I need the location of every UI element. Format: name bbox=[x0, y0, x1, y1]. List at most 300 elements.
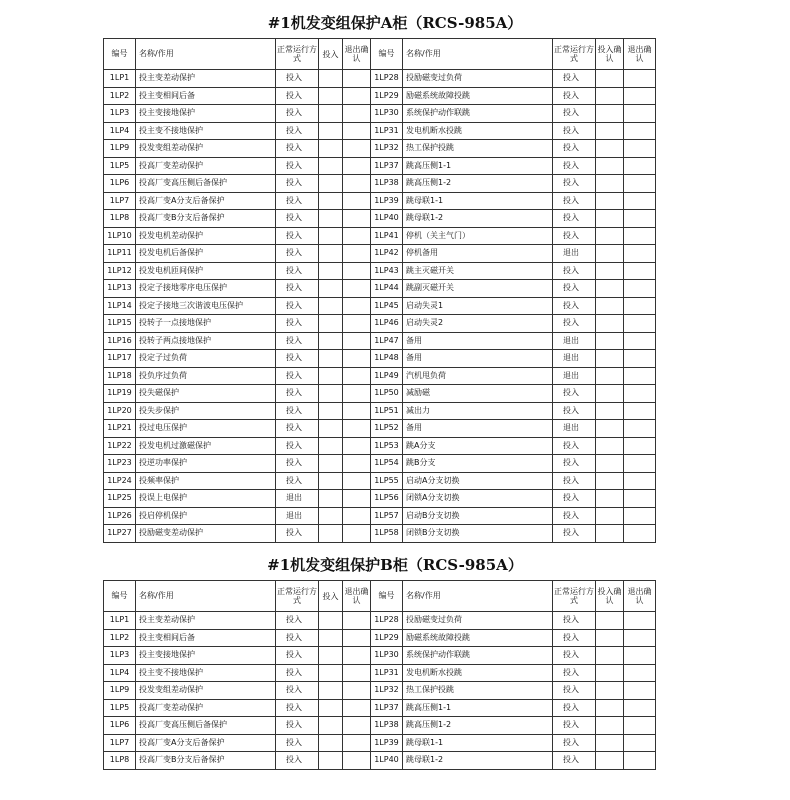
cell-put-in-confirm-2 bbox=[596, 122, 624, 140]
cell-mode-2: 投入 bbox=[553, 210, 596, 228]
cell-exit-confirm bbox=[343, 612, 371, 630]
cell-exit-confirm-2 bbox=[624, 402, 656, 420]
cell-exit-confirm-2 bbox=[624, 472, 656, 490]
cell-put-in bbox=[319, 227, 343, 245]
cell-exit-confirm-2 bbox=[624, 490, 656, 508]
cell-name: 投发变组差动保护 bbox=[136, 140, 276, 158]
cell-mode: 投入 bbox=[276, 647, 319, 665]
cell-put-in bbox=[319, 210, 343, 228]
cell-no: 1LP27 bbox=[104, 525, 136, 543]
cell-name: 投误上电保护 bbox=[136, 490, 276, 508]
table-row bbox=[104, 367, 656, 385]
cell-exit-confirm-2 bbox=[624, 437, 656, 455]
cell-no-2: 1LP49 bbox=[371, 367, 403, 385]
cell-name-2: 跳高压侧1-2 bbox=[403, 717, 553, 735]
header-mode-2: 正常运行方式 bbox=[553, 581, 596, 612]
cell-name-2: 启动A分支切换 bbox=[403, 472, 553, 490]
cell-mode-2: 投入 bbox=[553, 734, 596, 752]
header-mode: 正常运行方式 bbox=[276, 581, 319, 612]
cell-exit-confirm bbox=[343, 297, 371, 315]
cell-name-2: 跳主灭磁开关 bbox=[403, 262, 553, 280]
cell-mode: 退出 bbox=[276, 507, 319, 525]
cell-no-2: 1LP30 bbox=[371, 647, 403, 665]
cell-mode: 投入 bbox=[276, 280, 319, 298]
table-row bbox=[104, 664, 656, 682]
cell-name: 投高厂变高压侧后备保护 bbox=[136, 717, 276, 735]
cell-exit-confirm-2 bbox=[624, 664, 656, 682]
cell-name: 投发电机过激磁保护 bbox=[136, 437, 276, 455]
cell-put-in-confirm-2 bbox=[596, 175, 624, 193]
cell-mode: 投入 bbox=[276, 210, 319, 228]
cell-put-in bbox=[319, 647, 343, 665]
cell-mode-2: 投入 bbox=[553, 402, 596, 420]
cell-put-in-confirm-2 bbox=[596, 297, 624, 315]
cell-mode-2: 投入 bbox=[553, 280, 596, 298]
table-row bbox=[104, 262, 656, 280]
cell-mode-2: 投入 bbox=[553, 192, 596, 210]
cell-name-2: 跳母联1-2 bbox=[403, 752, 553, 770]
cell-put-in-confirm-2 bbox=[596, 752, 624, 770]
table-row bbox=[104, 157, 656, 175]
cell-put-in bbox=[319, 490, 343, 508]
cell-no: 1LP15 bbox=[104, 315, 136, 333]
cell-no: 1LP7 bbox=[104, 734, 136, 752]
cell-exit-confirm bbox=[343, 420, 371, 438]
cell-no: 1LP24 bbox=[104, 472, 136, 490]
cell-name-2: 备用 bbox=[403, 332, 553, 350]
cell-mode-2: 退出 bbox=[553, 350, 596, 368]
cell-put-in-confirm-2 bbox=[596, 192, 624, 210]
cell-name: 投主变不接地保护 bbox=[136, 664, 276, 682]
cell-mode-2: 投入 bbox=[553, 315, 596, 333]
table-row bbox=[104, 682, 656, 700]
cell-put-in bbox=[319, 717, 343, 735]
cell-exit-confirm-2 bbox=[624, 157, 656, 175]
cell-name: 投主变差动保护 bbox=[136, 612, 276, 630]
cell-name-2: 跳母联1-1 bbox=[403, 734, 553, 752]
cell-mode-2: 退出 bbox=[553, 367, 596, 385]
cell-no-2: 1LP38 bbox=[371, 175, 403, 193]
cell-put-in bbox=[319, 350, 343, 368]
cell-mode-2: 退出 bbox=[553, 332, 596, 350]
table-b-title: #1机发变组保护B柜（RCS-985A） bbox=[267, 556, 523, 574]
cell-exit-confirm-2 bbox=[624, 629, 656, 647]
cell-exit-confirm bbox=[343, 227, 371, 245]
cell-exit-confirm bbox=[343, 455, 371, 473]
cell-put-in bbox=[319, 612, 343, 630]
cell-no-2: 1LP28 bbox=[371, 612, 403, 630]
cell-no-2: 1LP43 bbox=[371, 262, 403, 280]
cell-name-2: 闭锁A分支切换 bbox=[403, 490, 553, 508]
header-no-2: 编号 bbox=[371, 581, 403, 612]
cell-no: 1LP21 bbox=[104, 420, 136, 438]
cell-name: 投发电机后备保护 bbox=[136, 245, 276, 263]
cell-put-in-confirm-2 bbox=[596, 332, 624, 350]
cell-exit-confirm bbox=[343, 192, 371, 210]
cell-name: 投高厂变A分支后备保护 bbox=[136, 192, 276, 210]
cell-no-2: 1LP57 bbox=[371, 507, 403, 525]
cell-mode: 投入 bbox=[276, 420, 319, 438]
cell-mode: 投入 bbox=[276, 175, 319, 193]
table-row bbox=[104, 350, 656, 368]
header-no: 编号 bbox=[104, 581, 136, 612]
cell-no: 1LP3 bbox=[104, 647, 136, 665]
table-row bbox=[104, 717, 656, 735]
cell-no-2: 1LP58 bbox=[371, 525, 403, 543]
cell-no: 1LP5 bbox=[104, 699, 136, 717]
cell-put-in bbox=[319, 420, 343, 438]
cell-name: 投高厂变A分支后备保护 bbox=[136, 734, 276, 752]
cell-mode-2: 投入 bbox=[553, 682, 596, 700]
cell-mode: 投入 bbox=[276, 437, 319, 455]
cell-no: 1LP1 bbox=[104, 70, 136, 88]
cell-exit-confirm-2 bbox=[624, 752, 656, 770]
cell-put-in bbox=[319, 629, 343, 647]
cell-put-in-confirm-2 bbox=[596, 350, 624, 368]
cell-no-2: 1LP40 bbox=[371, 752, 403, 770]
cell-no-2: 1LP55 bbox=[371, 472, 403, 490]
cell-no: 1LP4 bbox=[104, 122, 136, 140]
cell-exit-confirm bbox=[343, 140, 371, 158]
cell-no: 1LP16 bbox=[104, 332, 136, 350]
cell-name: 投高厂变差动保护 bbox=[136, 157, 276, 175]
table-header-row bbox=[104, 581, 656, 612]
cell-name-2: 备用 bbox=[403, 350, 553, 368]
cell-put-in-confirm-2 bbox=[596, 664, 624, 682]
cell-no-2: 1LP31 bbox=[371, 122, 403, 140]
cell-mode: 投入 bbox=[276, 629, 319, 647]
cell-exit-confirm bbox=[343, 472, 371, 490]
cell-exit-confirm-2 bbox=[624, 192, 656, 210]
cell-mode: 投入 bbox=[276, 699, 319, 717]
cell-put-in-confirm-2 bbox=[596, 629, 624, 647]
cell-name-2: 备用 bbox=[403, 420, 553, 438]
cell-name-2: 跳母联1-1 bbox=[403, 192, 553, 210]
cell-mode-2: 投入 bbox=[553, 629, 596, 647]
cell-put-in-confirm-2 bbox=[596, 647, 624, 665]
cell-name-2: 励磁系统故障投跳 bbox=[403, 87, 553, 105]
cell-put-in bbox=[319, 315, 343, 333]
cell-name-2: 跳高压侧1-1 bbox=[403, 699, 553, 717]
cell-mode-2: 投入 bbox=[553, 385, 596, 403]
cell-no-2: 1LP41 bbox=[371, 227, 403, 245]
cell-exit-confirm bbox=[343, 262, 371, 280]
cell-put-in bbox=[319, 752, 343, 770]
cell-put-in bbox=[319, 140, 343, 158]
cell-name-2: 跳母联1-2 bbox=[403, 210, 553, 228]
cell-no: 1LP2 bbox=[104, 629, 136, 647]
table-row bbox=[104, 227, 656, 245]
cell-mode: 投入 bbox=[276, 297, 319, 315]
table-row bbox=[104, 629, 656, 647]
cell-no: 1LP26 bbox=[104, 507, 136, 525]
cell-no-2: 1LP54 bbox=[371, 455, 403, 473]
cell-no-2: 1LP39 bbox=[371, 734, 403, 752]
cell-mode-2: 投入 bbox=[553, 70, 596, 88]
cell-exit-confirm-2 bbox=[624, 315, 656, 333]
cell-no: 1LP3 bbox=[104, 105, 136, 123]
header-exit-confirm-2: 退出确认 bbox=[624, 581, 656, 612]
cell-no-2: 1LP38 bbox=[371, 717, 403, 735]
header-name-2: 名称/作用 bbox=[403, 581, 553, 612]
cell-name: 投过电压保护 bbox=[136, 420, 276, 438]
cell-no: 1LP1 bbox=[104, 612, 136, 630]
table-row bbox=[104, 87, 656, 105]
cell-put-in-confirm-2 bbox=[596, 472, 624, 490]
cell-exit-confirm bbox=[343, 332, 371, 350]
cell-name: 投定子接地零序电压保护 bbox=[136, 280, 276, 298]
cell-name: 投高厂变B分支后备保护 bbox=[136, 752, 276, 770]
cell-exit-confirm-2 bbox=[624, 210, 656, 228]
cell-name: 投主变相间后备 bbox=[136, 87, 276, 105]
table-row bbox=[104, 297, 656, 315]
cell-mode: 退出 bbox=[276, 490, 319, 508]
cell-mode: 投入 bbox=[276, 402, 319, 420]
cell-mode-2: 投入 bbox=[553, 157, 596, 175]
cell-no: 1LP4 bbox=[104, 664, 136, 682]
cell-mode: 投入 bbox=[276, 192, 319, 210]
cell-mode: 投入 bbox=[276, 245, 319, 263]
cell-no-2: 1LP28 bbox=[371, 70, 403, 88]
cell-exit-confirm-2 bbox=[624, 245, 656, 263]
cell-put-in-confirm-2 bbox=[596, 70, 624, 88]
cell-exit-confirm-2 bbox=[624, 332, 656, 350]
table-row bbox=[104, 280, 656, 298]
cell-exit-confirm bbox=[343, 752, 371, 770]
header-put-in-confirm-2: 投入确认 bbox=[596, 39, 624, 70]
cell-name: 投高厂变B分支后备保护 bbox=[136, 210, 276, 228]
cell-no-2: 1LP44 bbox=[371, 280, 403, 298]
cell-mode-2: 投入 bbox=[553, 612, 596, 630]
cell-put-in bbox=[319, 105, 343, 123]
cell-exit-confirm bbox=[343, 437, 371, 455]
table-row bbox=[104, 402, 656, 420]
cell-exit-confirm-2 bbox=[624, 87, 656, 105]
cell-no-2: 1LP32 bbox=[371, 140, 403, 158]
table-row bbox=[104, 175, 656, 193]
cell-no: 1LP19 bbox=[104, 385, 136, 403]
cell-no: 1LP9 bbox=[104, 140, 136, 158]
cell-no-2: 1LP51 bbox=[371, 402, 403, 420]
cell-mode-2: 投入 bbox=[553, 140, 596, 158]
cell-name-2: 发电机断水投跳 bbox=[403, 122, 553, 140]
table-a-body bbox=[104, 39, 656, 543]
cell-mode: 投入 bbox=[276, 385, 319, 403]
cell-put-in bbox=[319, 385, 343, 403]
cell-no-2: 1LP53 bbox=[371, 437, 403, 455]
cell-no: 1LP18 bbox=[104, 367, 136, 385]
cell-put-in-confirm-2 bbox=[596, 87, 624, 105]
cell-put-in-confirm-2 bbox=[596, 612, 624, 630]
cell-mode: 投入 bbox=[276, 105, 319, 123]
table-row bbox=[104, 647, 656, 665]
cell-exit-confirm bbox=[343, 157, 371, 175]
table-row bbox=[104, 437, 656, 455]
cell-name-2: 停机（关主气门） bbox=[403, 227, 553, 245]
cell-put-in bbox=[319, 472, 343, 490]
cell-mode: 投入 bbox=[276, 227, 319, 245]
cell-exit-confirm-2 bbox=[624, 122, 656, 140]
cell-mode-2: 投入 bbox=[553, 87, 596, 105]
cell-exit-confirm bbox=[343, 629, 371, 647]
cell-exit-confirm bbox=[343, 245, 371, 263]
header-name: 名称/作用 bbox=[136, 581, 276, 612]
cell-exit-confirm bbox=[343, 402, 371, 420]
cell-name-2: 跳副灭磁开关 bbox=[403, 280, 553, 298]
table-row bbox=[104, 525, 656, 543]
cell-no: 1LP10 bbox=[104, 227, 136, 245]
cell-put-in-confirm-2 bbox=[596, 420, 624, 438]
header-name-2: 名称/作用 bbox=[403, 39, 553, 70]
cell-mode: 投入 bbox=[276, 87, 319, 105]
cell-exit-confirm-2 bbox=[624, 367, 656, 385]
cell-exit-confirm-2 bbox=[624, 420, 656, 438]
protection-table-b bbox=[103, 580, 656, 770]
cell-exit-confirm bbox=[343, 367, 371, 385]
cell-no: 1LP8 bbox=[104, 210, 136, 228]
cell-exit-confirm-2 bbox=[624, 350, 656, 368]
cell-exit-confirm bbox=[343, 647, 371, 665]
cell-mode-2: 退出 bbox=[553, 245, 596, 263]
table-row bbox=[104, 140, 656, 158]
cell-exit-confirm-2 bbox=[624, 227, 656, 245]
table-header-row bbox=[104, 39, 656, 70]
cell-exit-confirm-2 bbox=[624, 175, 656, 193]
cell-put-in bbox=[319, 455, 343, 473]
cell-exit-confirm-2 bbox=[624, 385, 656, 403]
cell-mode: 投入 bbox=[276, 367, 319, 385]
cell-put-in bbox=[319, 70, 343, 88]
cell-put-in bbox=[319, 297, 343, 315]
cell-exit-confirm-2 bbox=[624, 262, 656, 280]
cell-exit-confirm bbox=[343, 175, 371, 193]
cell-name: 投主变差动保护 bbox=[136, 70, 276, 88]
cell-name-2: 系统保护动作联跳 bbox=[403, 647, 553, 665]
table-row bbox=[104, 315, 656, 333]
cell-name-2: 减出力 bbox=[403, 402, 553, 420]
cell-no: 1LP20 bbox=[104, 402, 136, 420]
cell-put-in-confirm-2 bbox=[596, 385, 624, 403]
table-row bbox=[104, 490, 656, 508]
cell-exit-confirm bbox=[343, 664, 371, 682]
cell-exit-confirm-2 bbox=[624, 297, 656, 315]
cell-name-2: 跳B分支 bbox=[403, 455, 553, 473]
cell-name: 投主变接地保护 bbox=[136, 647, 276, 665]
table-row bbox=[104, 420, 656, 438]
cell-no-2: 1LP37 bbox=[371, 157, 403, 175]
cell-name: 投发变组差动保护 bbox=[136, 682, 276, 700]
cell-mode-2: 投入 bbox=[553, 472, 596, 490]
cell-name: 投失磁保护 bbox=[136, 385, 276, 403]
cell-put-in bbox=[319, 367, 343, 385]
cell-no: 1LP22 bbox=[104, 437, 136, 455]
header-mode-2: 正常运行方式 bbox=[553, 39, 596, 70]
cell-mode-2: 投入 bbox=[553, 664, 596, 682]
table-row bbox=[104, 507, 656, 525]
cell-no-2: 1LP50 bbox=[371, 385, 403, 403]
cell-exit-confirm-2 bbox=[624, 717, 656, 735]
table-row bbox=[104, 210, 656, 228]
header-no-2: 编号 bbox=[371, 39, 403, 70]
cell-put-in bbox=[319, 525, 343, 543]
cell-mode-2: 投入 bbox=[553, 262, 596, 280]
cell-put-in bbox=[319, 699, 343, 717]
cell-name: 投定子过负荷 bbox=[136, 350, 276, 368]
cell-mode: 投入 bbox=[276, 315, 319, 333]
cell-mode-2: 投入 bbox=[553, 437, 596, 455]
cell-no-2: 1LP37 bbox=[371, 699, 403, 717]
cell-put-in bbox=[319, 175, 343, 193]
cell-exit-confirm bbox=[343, 385, 371, 403]
cell-mode-2: 投入 bbox=[553, 507, 596, 525]
cell-name-2: 投励磁变过负荷 bbox=[403, 612, 553, 630]
cell-name: 投主变接地保护 bbox=[136, 105, 276, 123]
cell-exit-confirm-2 bbox=[624, 682, 656, 700]
cell-mode-2: 投入 bbox=[553, 122, 596, 140]
cell-exit-confirm bbox=[343, 490, 371, 508]
cell-exit-confirm bbox=[343, 525, 371, 543]
cell-mode: 投入 bbox=[276, 455, 319, 473]
cell-mode-2: 投入 bbox=[553, 455, 596, 473]
cell-no-2: 1LP30 bbox=[371, 105, 403, 123]
cell-mode-2: 投入 bbox=[553, 490, 596, 508]
table-row bbox=[104, 332, 656, 350]
table-row bbox=[104, 105, 656, 123]
cell-put-in bbox=[319, 87, 343, 105]
cell-put-in bbox=[319, 280, 343, 298]
cell-exit-confirm-2 bbox=[624, 507, 656, 525]
cell-exit-confirm bbox=[343, 70, 371, 88]
cell-name: 投频率保护 bbox=[136, 472, 276, 490]
cell-put-in-confirm-2 bbox=[596, 734, 624, 752]
header-put-in: 投入 bbox=[319, 581, 343, 612]
cell-exit-confirm bbox=[343, 87, 371, 105]
table-row bbox=[104, 472, 656, 490]
cell-no: 1LP5 bbox=[104, 157, 136, 175]
cell-mode-2: 投入 bbox=[553, 699, 596, 717]
cell-put-in-confirm-2 bbox=[596, 262, 624, 280]
cell-no-2: 1LP46 bbox=[371, 315, 403, 333]
table-row bbox=[104, 699, 656, 717]
cell-exit-confirm-2 bbox=[624, 647, 656, 665]
cell-exit-confirm bbox=[343, 507, 371, 525]
cell-no-2: 1LP31 bbox=[371, 664, 403, 682]
cell-name-2: 启动B分支切换 bbox=[403, 507, 553, 525]
cell-name: 投逆功率保护 bbox=[136, 455, 276, 473]
cell-name: 投转子一点接地保护 bbox=[136, 315, 276, 333]
cell-mode: 投入 bbox=[276, 472, 319, 490]
cell-no: 1LP8 bbox=[104, 752, 136, 770]
cell-mode-2: 投入 bbox=[553, 525, 596, 543]
cell-put-in-confirm-2 bbox=[596, 717, 624, 735]
cell-put-in bbox=[319, 262, 343, 280]
cell-mode-2: 投入 bbox=[553, 175, 596, 193]
cell-name-2: 热工保护投跳 bbox=[403, 682, 553, 700]
cell-put-in bbox=[319, 734, 343, 752]
cell-no: 1LP9 bbox=[104, 682, 136, 700]
table-row bbox=[104, 385, 656, 403]
cell-name: 投转子两点接地保护 bbox=[136, 332, 276, 350]
cell-no-2: 1LP42 bbox=[371, 245, 403, 263]
cell-mode: 投入 bbox=[276, 717, 319, 735]
cell-put-in-confirm-2 bbox=[596, 157, 624, 175]
cell-put-in-confirm-2 bbox=[596, 699, 624, 717]
cell-no-2: 1LP29 bbox=[371, 629, 403, 647]
header-mode: 正常运行方式 bbox=[276, 39, 319, 70]
cell-put-in-confirm-2 bbox=[596, 280, 624, 298]
cell-name-2: 启动失灵2 bbox=[403, 315, 553, 333]
cell-put-in-confirm-2 bbox=[596, 210, 624, 228]
